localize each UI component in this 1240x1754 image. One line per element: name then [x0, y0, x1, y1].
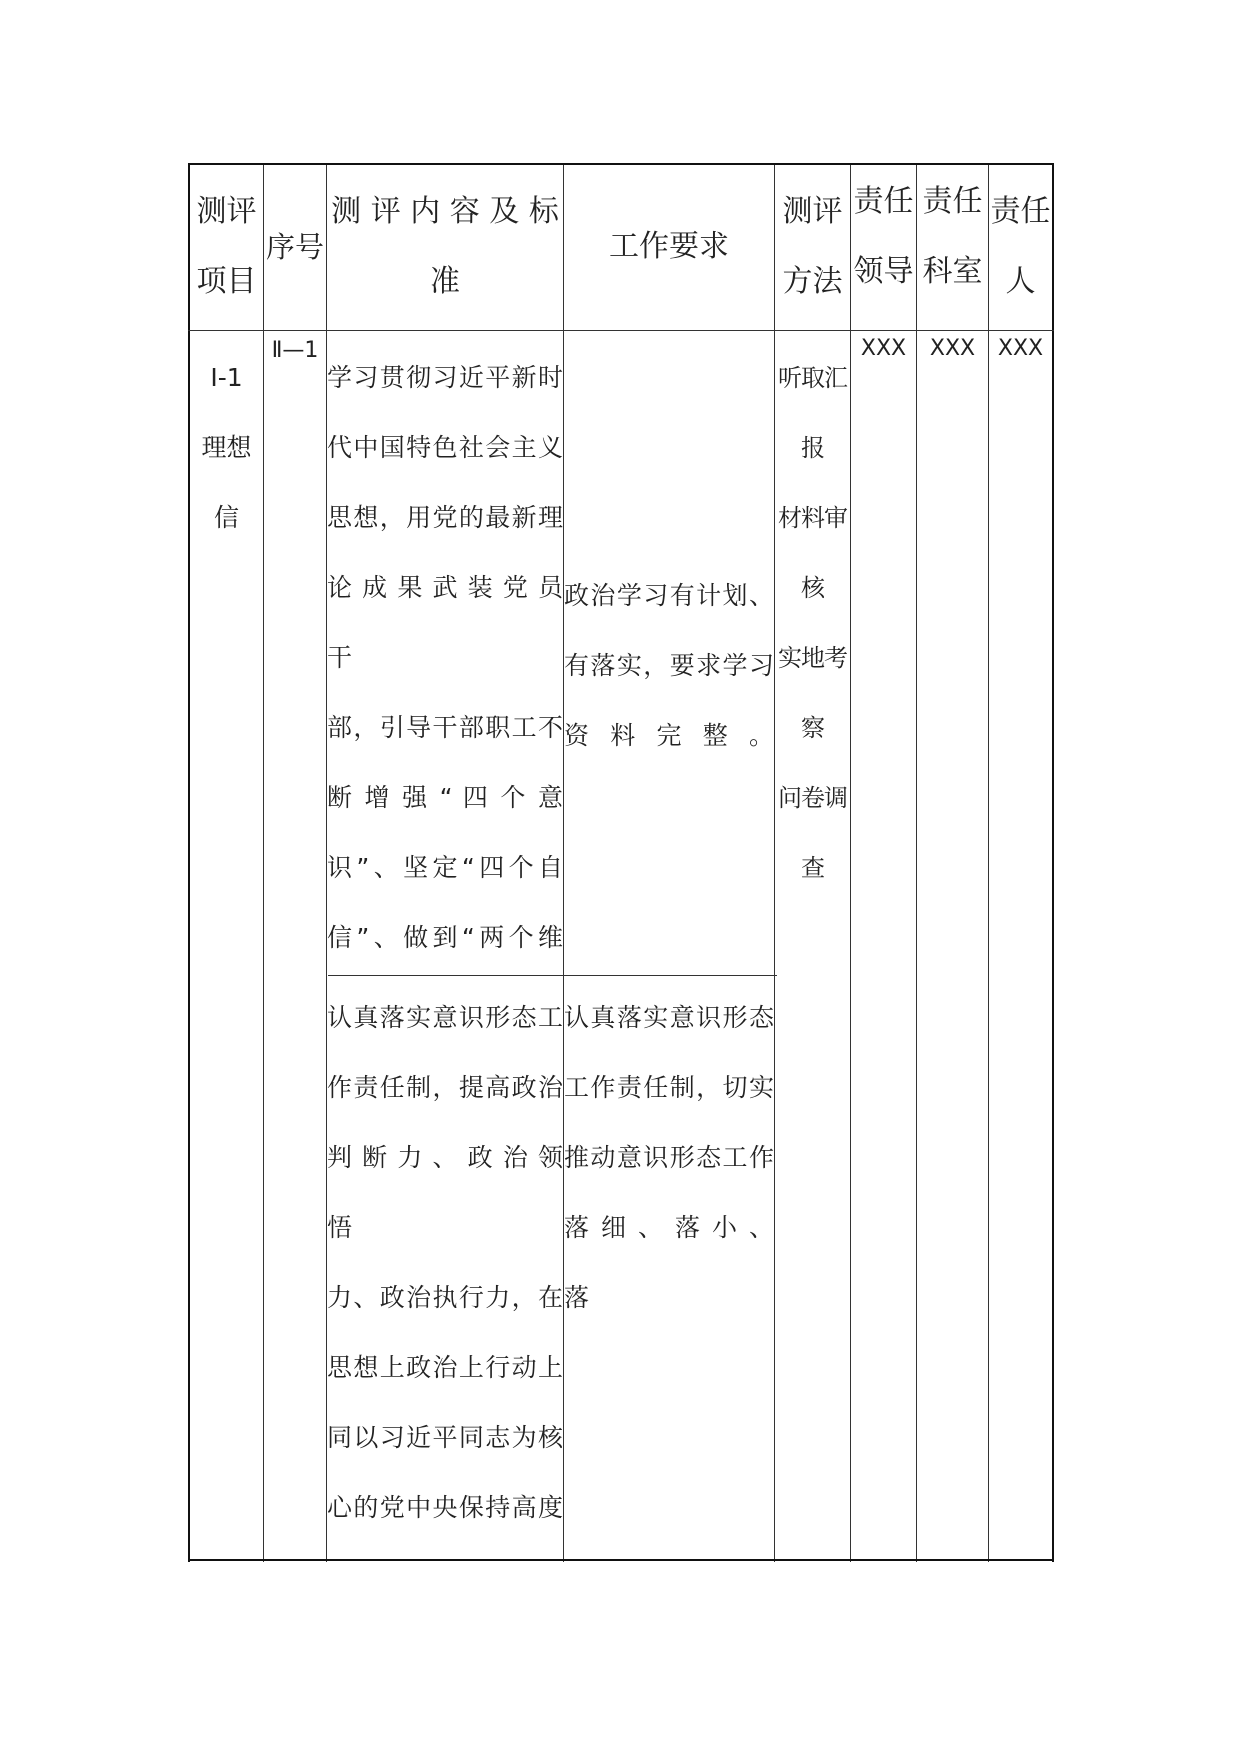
column-divider: [988, 163, 989, 1562]
content-cell-2: 认真落实意识形态工 作责任制，提高政治 判 断 力 、 政 治 领 悟 力、政治执行力，在 思想上政治上行动上 同以习近平同志为核 心的党中央保持高度: [327, 1003, 563, 1522]
seq-value: Ⅱ—1: [271, 338, 319, 363]
row-divider: [328, 975, 777, 976]
item-name: 理想信: [201, 433, 252, 532]
content-cell-1: 学习贯彻习近平新时 代中国特色社会主义 思想，用党的最新理 论 成 果 武 装 党 员 干 部，引导干部职工不 断 增 强 “ 四 个 意 识”、坚定“四个自 信”、做到“两个维: [327, 363, 563, 952]
method-cell: 听取汇 报 材料审 核 实地考 察 问卷调 查: [778, 364, 847, 882]
column-divider: [916, 163, 917, 1562]
header-content: 测 评 内 容 及 标 准: [331, 194, 559, 299]
item-code: Ⅰ-1: [210, 363, 243, 392]
evaluation-table: [188, 163, 1054, 1562]
requirement-cell-2: 认真落实意识形态 工作责任制，切实 推动意识形态工作 落 细 、 落 小 、 落: [564, 1003, 774, 1312]
dept-cell: XXX: [929, 336, 976, 361]
leader-cell: XXX: [860, 336, 907, 361]
table-border-top: [188, 163, 1054, 165]
header-item: 测评 项目: [196, 194, 257, 299]
column-divider: [263, 163, 264, 1562]
column-divider: [563, 163, 564, 1562]
table-border-bottom: [188, 1559, 1054, 1561]
column-divider: [850, 163, 851, 1562]
header-method: 测评 方法: [782, 194, 843, 299]
requirement-cell-1: 政治学习有计划、 有落实，要求学习 资料完整。: [564, 581, 774, 750]
header-dept: 责任 科室: [922, 184, 983, 289]
table-border-right: [1052, 163, 1054, 1562]
header-person: 责任 人: [990, 194, 1051, 299]
header-seq: 序号: [265, 230, 324, 264]
header-leader: 责任 领导: [853, 184, 914, 289]
header-requirement: 工作要求: [609, 229, 729, 264]
person-cell: XXX: [997, 336, 1044, 361]
